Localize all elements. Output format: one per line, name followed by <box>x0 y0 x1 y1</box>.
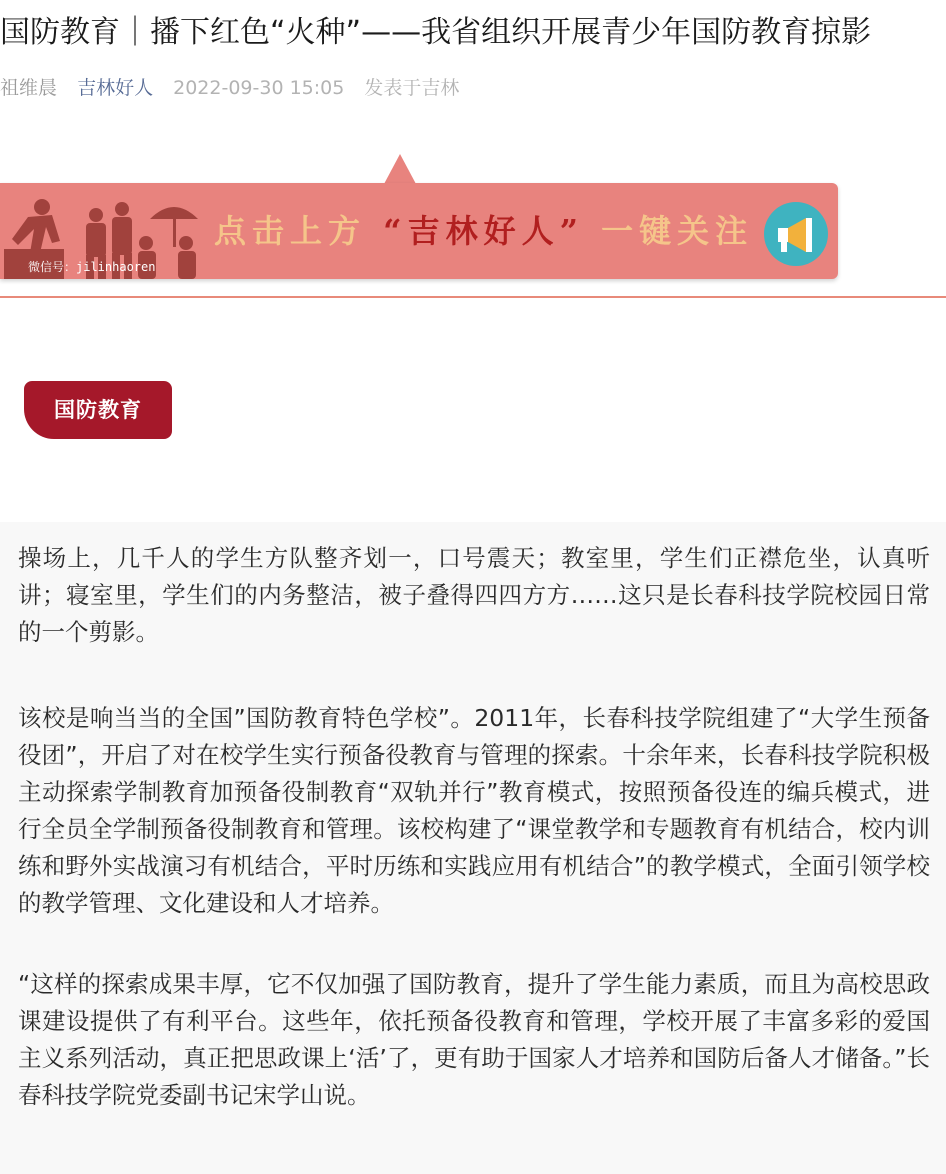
category-tag: 国防教育 <box>24 381 172 439</box>
header-divider <box>0 296 946 298</box>
author-name: 祖维晨 <box>0 77 58 99</box>
follow-prompt-prefix: 点击上方 <box>214 212 367 250</box>
account-link[interactable]: 吉林好人 <box>77 77 154 99</box>
wechat-id: 微信号：jilinhaoren <box>28 260 156 274</box>
follow-banner[interactable] <box>0 183 838 279</box>
article-paragraph: 该校是响当当的全国”国防教育特色学校”。2011年，长春科技学院组建了“大学生预备役团”，开启了对在校学生实行预备役教育与管理的探索。十余年来，长春科技学院积极主动探索学制教育加预备役制教育“双轨并行”教育模式，按照预备役连的编兵模式，进行全员全学制预备役制教育和管理。该校构建了“课堂教学和专题教育有机结合，校内训练和野外实战演习有机结合，平时历练和实践应用有机结合”的教学模式，全面引领学校的教学管理、文化建设和人才培养。 <box>18 704 930 917</box>
publish-location: 发表于吉林 <box>364 77 460 99</box>
follow-prompt <box>214 209 753 253</box>
article-meta <box>0 74 473 102</box>
article-paragraph: 操场上，几千人的学生方队整齐划一，口号震天；教室里，学生们正襟危坐，认真听讲；寝室里，学生们的内务整洁，被子叠得四四方方……这只是长春科技学院校园日常的一个剪影。 <box>18 544 930 646</box>
follow-prompt-suffix: 一键关注 <box>601 212 754 250</box>
article-paragraph: “这样的探索成果丰厚，它不仅加强了国防教育，提升了学生能力素质，而且为高校思政课建设提供了有利平台。这些年，依托预备役教育和管理，学校开展了丰富多彩的爱国主义系列活动，真正把思政课上‘活’了，更有助于国家人才培养和国防后备人才储备。”长春科技学院党委副书记宋学山说。 <box>18 970 930 1109</box>
publish-time: 2022-09-30 15:05 <box>173 77 345 99</box>
banner-pointer <box>384 154 416 184</box>
megaphone-icon[interactable] <box>764 202 828 266</box>
follow-account-name: “吉林好人” <box>383 212 584 250</box>
article-title: 国防教育｜播下红色“火种”——我省组织开展青少年国防教育掠影 <box>0 15 872 50</box>
